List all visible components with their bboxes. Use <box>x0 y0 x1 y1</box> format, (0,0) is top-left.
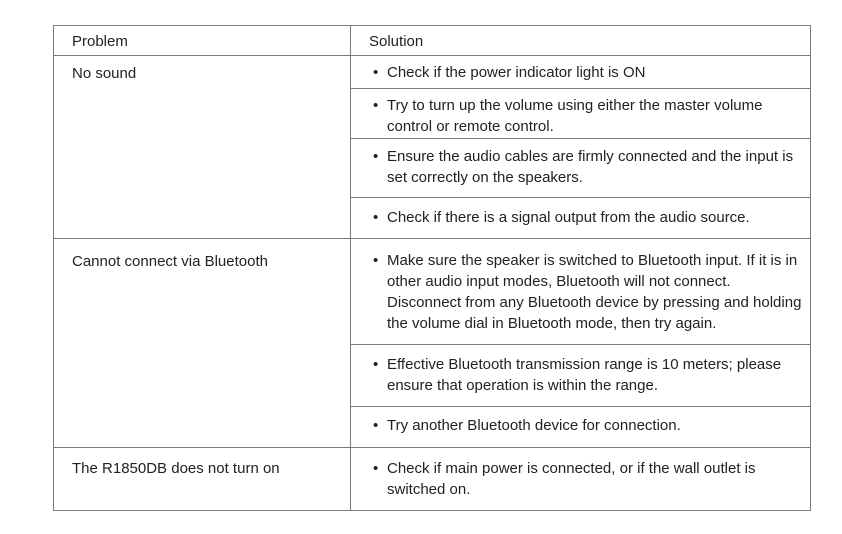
solution-cell <box>351 448 811 511</box>
solution-cell <box>351 345 811 407</box>
solution-text: Check if the power indicator light is ON <box>387 64 646 81</box>
solution-cell <box>351 56 811 89</box>
table-row <box>54 239 811 345</box>
bullet-icon: • <box>373 252 379 269</box>
solution-text: Effective Bluetooth transmission range is 10 meters; please ensure that operation is within the range. <box>387 356 782 394</box>
solution-text: Ensure the audio cables are firmly connected and the input is set correctly on the speakers. <box>387 148 794 186</box>
solution-text: Make sure the speaker is switched to Bluetooth input. If it is in other audio input modes, Bluetooth will not connect. Disconnect from any Bluetooth device by pressing and holding the volume dial in Bluetooth mode, then try again. <box>387 252 802 332</box>
solution-cell <box>351 407 811 448</box>
problem-cell <box>54 56 351 239</box>
solution-text: Check if main power is connected, or if the wall outlet is switched on. <box>387 460 756 498</box>
table-row <box>54 56 811 89</box>
solution-text: Check if there is a signal output from the audio source. <box>387 209 750 226</box>
bullet-icon: • <box>373 209 379 226</box>
solution-cell <box>351 139 811 198</box>
header-solution: Solution <box>369 33 424 50</box>
header-problem: Problem <box>72 33 128 50</box>
solution-text: Try to turn up the volume using either the master volume control or remote control. <box>387 97 763 135</box>
bullet-icon: • <box>373 64 379 81</box>
problem-text: Cannot connect via Bluetooth <box>72 253 268 270</box>
table-row <box>54 448 811 511</box>
bullet-icon: • <box>373 148 379 165</box>
bullet-icon: • <box>373 97 379 114</box>
solution-cell <box>351 239 811 345</box>
header-problem-cell <box>54 26 351 56</box>
solution-cell <box>351 198 811 239</box>
bullet-icon: • <box>373 356 379 373</box>
solution-cell <box>351 89 811 139</box>
solution-text: Try another Bluetooth device for connection. <box>387 417 681 434</box>
problem-cell <box>54 448 351 511</box>
problem-text: The R1850DB does not turn on <box>72 460 280 477</box>
bullet-icon: • <box>373 417 379 434</box>
problem-text: No sound <box>72 65 137 82</box>
troubleshooting-table <box>53 25 811 511</box>
problem-cell <box>54 239 351 448</box>
header-solution-cell <box>351 26 811 56</box>
bullet-icon: • <box>373 460 379 477</box>
table-header-row <box>54 26 811 56</box>
